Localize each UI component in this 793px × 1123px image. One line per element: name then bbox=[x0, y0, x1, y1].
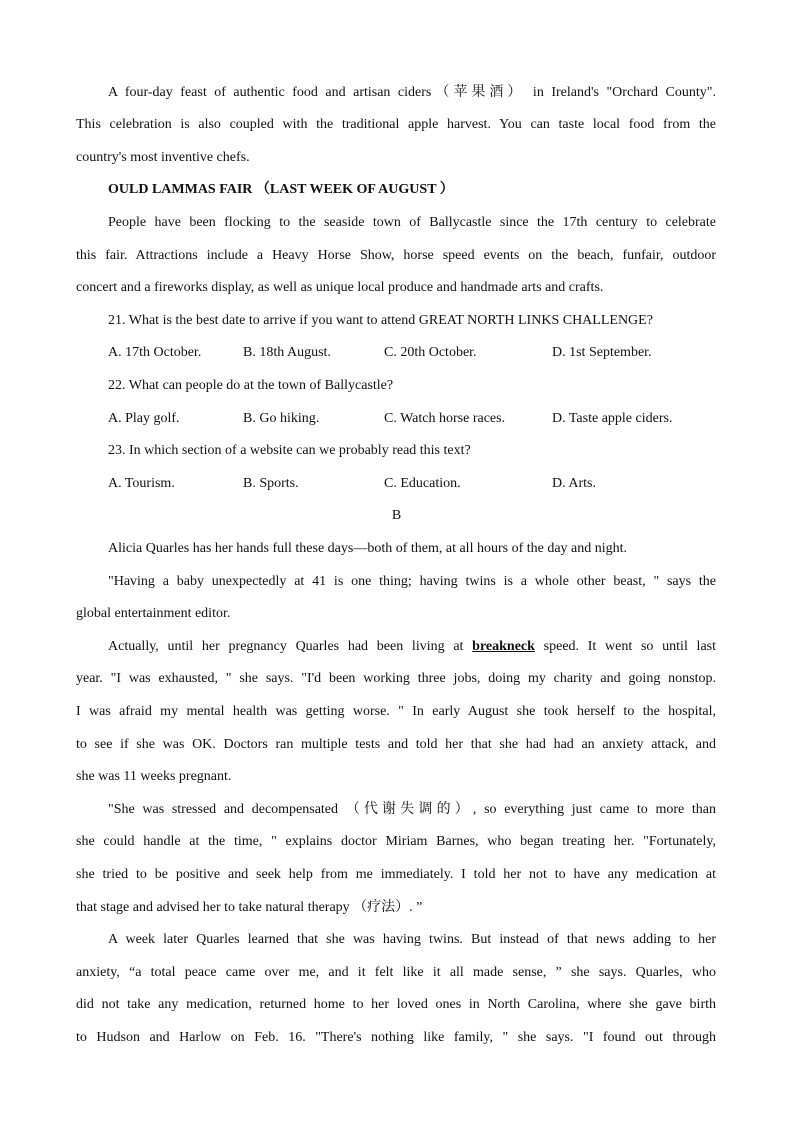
answer-option: C. 20th October. bbox=[384, 345, 477, 360]
answer-option: B. 18th August. bbox=[243, 345, 331, 360]
text-line: did not take any medication, returned home to her loved ones in North Carolina, where she gave birth bbox=[76, 997, 716, 1012]
text-line: she was 11 weeks pregnant. bbox=[76, 769, 232, 784]
answer-option: D. 1st September. bbox=[552, 345, 652, 360]
answer-option: C. Education. bbox=[384, 476, 461, 491]
text-line: global entertainment editor. bbox=[76, 606, 231, 621]
text-line: concert and a fireworks display, as well as unique local produce and handmade arts and crafts. bbox=[76, 280, 604, 295]
text-line: "Having a baby unexpectedly at 41 is one thing; having twins is a whole other beast, " says the bbox=[108, 574, 716, 589]
text-line: to Hudson and Harlow on Feb. 16. "There's nothing like family, " she says. "I found out through bbox=[76, 1030, 716, 1045]
text-line: People have been flocking to the seaside town of Ballycastle since the 17th century to celebrate bbox=[108, 215, 716, 230]
text-fragment: speed. It went so until last bbox=[543, 639, 716, 654]
answer-option: B. Go hiking. bbox=[243, 411, 320, 426]
text-line: she could handle at the time, " explains doctor Miriam Barnes, who began treating her. "Fortunately, bbox=[76, 834, 716, 849]
text-line: I was afraid my mental health was getting worse. " In early August she took herself to the hospital, bbox=[76, 704, 716, 719]
text-line: that stage and advised her to take natural therapy （疗法）. ” bbox=[76, 900, 423, 915]
answer-option: B. Sports. bbox=[243, 476, 299, 491]
text-line: anxiety, “a total peace came over me, and it felt like it all made sense, ” she says. Quarles, who bbox=[76, 965, 716, 980]
text-line: This celebration is also coupled with the traditional apple harvest. You can taste local food from the bbox=[76, 117, 716, 132]
text-fragment: Actually, until her pregnancy Quarles had been living at bbox=[108, 639, 464, 654]
question-stem: 22. What can people do at the town of Ballycastle? bbox=[108, 378, 394, 393]
text-line: year. "I was exhausted, " she says. "I'd been working three jobs, doing my charity and going nonstop. bbox=[76, 671, 716, 686]
text-line: A four-day feast of authentic food and artisan ciders（苹果酒） in Ireland's "Orchard County". bbox=[108, 85, 716, 100]
answer-option: A. Play golf. bbox=[108, 411, 180, 426]
text-line: this fair. Attractions include a Heavy Horse Show, horse speed events on the beach, funfair, outdoor bbox=[76, 248, 716, 263]
answer-option: A. 17th October. bbox=[108, 345, 202, 360]
text-line: "She was stressed and decompensated （代谢失调的）, so everything just came to more than bbox=[108, 802, 716, 817]
answer-option: D. Taste apple ciders. bbox=[552, 411, 673, 426]
keyword-breakneck: breakneck bbox=[472, 639, 535, 654]
question-stem: 23. In which section of a website can we probably read this text? bbox=[108, 443, 471, 458]
section-heading: OULD LAMMAS FAIR （LAST WEEK OF AUGUST ） bbox=[108, 182, 454, 197]
text-line: to see if she was OK. Doctors ran multiple tests and told her that she had had an anxiety attack, and bbox=[76, 737, 716, 752]
text-line: country's most inventive chefs. bbox=[76, 150, 250, 165]
answer-option: D. Arts. bbox=[552, 476, 596, 491]
text-line: A week later Quarles learned that she was having twins. But instead of that news adding to her bbox=[108, 932, 716, 947]
question-stem: 21. What is the best date to arrive if you want to attend GREAT NORTH LINKS CHALLENGE? bbox=[108, 313, 653, 328]
answer-option: A. Tourism. bbox=[108, 476, 175, 491]
text-line bbox=[108, 637, 716, 657]
section-label: B bbox=[391, 508, 402, 523]
text-line: she tried to be positive and seek help from me immediately. I told her not to have any medication at bbox=[76, 867, 716, 882]
answer-option: C. Watch horse races. bbox=[384, 411, 506, 426]
text-line: Alicia Quarles has her hands full these days—both of them, at all hours of the day and night. bbox=[108, 541, 628, 556]
